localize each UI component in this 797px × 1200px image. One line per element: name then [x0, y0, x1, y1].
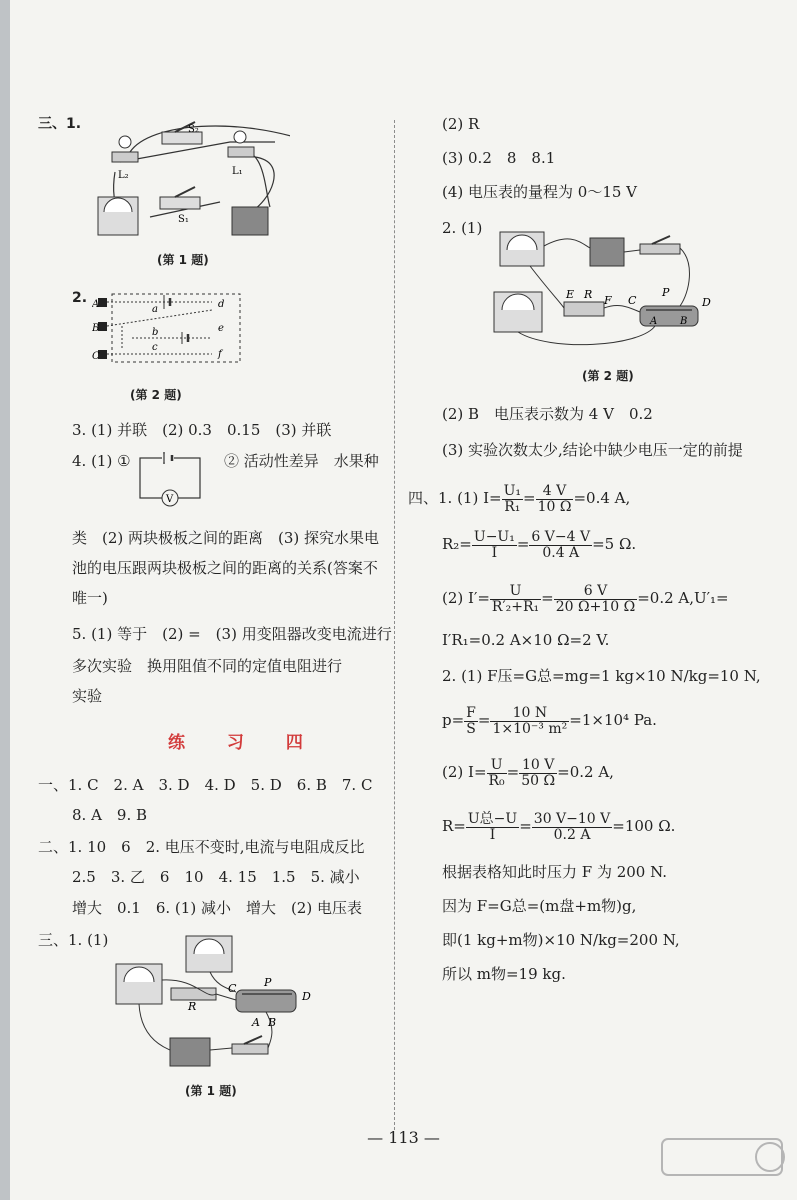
- label-l2: L₂: [118, 170, 129, 181]
- fraction-2-den: 10 Ω: [537, 498, 572, 515]
- question-4-line3: 池的电压跟两块极板之间的距离的关系(答案不: [72, 559, 378, 577]
- equation-7: (2) I= $\frac{U}{\text{R₀}}$ = $\frac{10 V}{50 \Omega}$ =0.2 A,: [442, 756, 614, 789]
- right-line1: (2) R: [442, 115, 480, 133]
- label-B4: B: [680, 316, 688, 327]
- section3-label: 三、1.: [38, 116, 82, 132]
- voltmeter-label: V: [166, 494, 174, 505]
- label-B: B: [92, 323, 100, 334]
- right-line6: (3) 实验次数太少,结论中缺少电压一定的前提: [442, 441, 743, 459]
- label-F4: F: [604, 294, 612, 307]
- section2-line1: 二、1. 10 6 2. 电压不变时,电流与电阻成反比: [38, 838, 365, 856]
- right-line5: (2) B 电压表示数为 4 V 0.2: [442, 405, 653, 423]
- question-5-line1: 5. (1) 等于 (2) = (3) 用变阻器改变电流进行: [72, 625, 392, 643]
- label-D3: D: [302, 990, 311, 1003]
- fraction-1-den: R₁: [504, 498, 521, 515]
- fraction-11-den: I: [489, 826, 496, 843]
- fraction-9-den: R₀: [488, 772, 505, 789]
- question-4-line4: 唯一): [72, 589, 108, 607]
- figure-3-caption: (第 1 题): [185, 1084, 237, 1098]
- workbook-page: [10, 0, 797, 1200]
- equation-6-lhs: p=: [442, 711, 465, 729]
- section-title: 练 习 四: [168, 733, 321, 753]
- section3b-label: 三、1. (1): [38, 931, 109, 949]
- equation-3-result: =0.2 A,U′₁=: [637, 589, 729, 607]
- equation-7-lhs: (2) I=: [442, 763, 487, 781]
- label-R4: R: [584, 288, 593, 301]
- equation-3-lhs: (2) I′=: [442, 589, 490, 607]
- fraction-7-den: S: [466, 720, 476, 737]
- figure-2-caption: (第 2 题): [130, 388, 182, 402]
- fraction-8: [490, 706, 569, 737]
- label-a: a: [152, 304, 158, 315]
- fraction-9-num: U: [487, 758, 507, 774]
- page-number: — 113 —: [367, 1128, 440, 1147]
- label-A: A: [92, 299, 100, 310]
- fraction-10-den: 50 Ω: [521, 772, 556, 789]
- section2-line3: 增大 0.1 6. (1) 减小 增大 (2) 电压表: [72, 899, 362, 917]
- equation-2: R₂= $\frac{\text{U−U₁}}{I}$ = $\frac{6 V-4 V}{0.4 A}$ =5 Ω.: [442, 528, 637, 561]
- section1-line1: 一、1. C 2. A 3. D 4. D 5. D 6. B 7. C: [38, 776, 373, 794]
- label-e: e: [218, 323, 224, 334]
- label-C3: C: [228, 982, 237, 995]
- section4-label: 四、1. (1) I=: [408, 489, 502, 507]
- figure-1-caption: (第 1 题): [157, 253, 209, 267]
- fraction-3-den: I: [491, 544, 498, 561]
- label-C: C: [92, 351, 100, 362]
- right-line2: (3) 0.2 8 8.1: [442, 149, 556, 167]
- fraction-10-num: 10 V: [519, 758, 557, 774]
- question-5-line3: 实验: [72, 687, 103, 705]
- fraction-5: [490, 584, 541, 615]
- right-line4: 2. (1): [442, 219, 483, 237]
- equation-5: 2. (1) F压=G总=mg=1 kg×10 N/kg=10 N,: [442, 667, 761, 685]
- label-D4: D: [702, 296, 711, 309]
- label-B3: B: [268, 1016, 277, 1029]
- fraction-12-num: 30 V−10 V: [533, 810, 611, 827]
- fraction-9: [487, 758, 507, 789]
- fraction-4-num: 6 V−4 V: [531, 528, 591, 545]
- equation-11: 即(1 kg+m物)×10 N/kg=200 N,: [442, 931, 680, 949]
- circuit-figure-1: [90, 112, 290, 247]
- fraction-7-num: F: [466, 704, 476, 721]
- fraction-6-den: 20 Ω+10 Ω: [555, 598, 636, 615]
- label-R3: R: [188, 1000, 197, 1013]
- fraction-6-num: 6 V: [554, 584, 637, 600]
- fraction-1: [502, 484, 523, 515]
- fraction-2-num: 4 V: [536, 484, 574, 500]
- fraction-11: [466, 812, 519, 843]
- equation-1-result: =0.4 A,: [573, 489, 631, 507]
- fraction-12: [532, 812, 612, 843]
- fraction-2: [536, 484, 574, 515]
- figure-4-caption: (第 2 题): [582, 369, 634, 383]
- label-d: d: [218, 299, 225, 310]
- fraction-8-den: 1×10⁻³ m²: [492, 720, 568, 737]
- right-line3: (4) 电压表的量程为 0～15 V: [442, 183, 638, 201]
- fraction-3-num: U−U₁: [473, 528, 515, 545]
- watermark-icon: [660, 1135, 797, 1195]
- question-4-line2: 类 (2) 两块极板之间的距离 (3) 探究水果电: [72, 529, 380, 547]
- circuit-figure-4: [490, 222, 730, 352]
- label-E4: E: [566, 288, 575, 301]
- circuit-figure-2: [92, 290, 252, 370]
- label-s1: S₁: [178, 214, 189, 225]
- equation-4: I′R₁=0.2 A×10 Ω=2 V.: [442, 631, 610, 649]
- label-A3: A: [252, 1016, 260, 1029]
- equation-9: 根据表格知此时压力 F 为 200 N.: [442, 863, 668, 881]
- question-5-line2: 多次实验 换用阻值不同的定值电阻进行: [72, 657, 343, 675]
- fraction-12-den: 0.2 A: [553, 826, 591, 843]
- label-P4: P: [662, 286, 670, 299]
- fraction-1-num: U₁: [503, 482, 522, 499]
- equation-1: 四、1. (1) I= $\frac{\text{U₁}}{\text{R₁}}$ = $\frac{4 V}{10 \Omega}$ =0.4 A,: [408, 482, 631, 515]
- fraction-11-num: U总−U: [467, 810, 518, 827]
- fraction-4: [529, 530, 592, 561]
- watermark-logo: [660, 1135, 797, 1195]
- label-A4: A: [650, 316, 658, 327]
- label-b: b: [152, 327, 159, 338]
- circuit-figure-3: [106, 930, 336, 1080]
- label-f: f: [218, 349, 222, 360]
- label-s2: S₂: [188, 124, 199, 135]
- equation-2-lhs: R₂=: [442, 535, 472, 553]
- fraction-5-num: U: [490, 584, 541, 600]
- equation-8-lhs: R=: [442, 817, 466, 835]
- fraction-3: [472, 530, 517, 561]
- fraction-4-den: 0.4 A: [542, 544, 580, 561]
- equation-6-result: =1×10⁴ Pa.: [569, 711, 657, 729]
- fraction-10: [519, 758, 557, 789]
- label-P3: P: [264, 976, 272, 989]
- question-2-label: 2.: [72, 290, 88, 306]
- fraction-6: [554, 584, 637, 615]
- label-c: c: [152, 342, 158, 353]
- equation-2-result: =5 Ω.: [592, 535, 637, 553]
- equation-8-result: =100 Ω.: [612, 817, 676, 835]
- equation-8: R= $\frac{\text{U总−U}}{I}$ = $\frac{30 V-10 V}{0.2 A}$ =100 Ω.: [442, 810, 676, 843]
- label-l1: L₁: [232, 166, 243, 177]
- fraction-7: [464, 706, 478, 737]
- section1-line2: 8. A 9. B: [72, 806, 148, 824]
- equation-3: (2) I′= $\frac{U}{\text{R′₂+R₁}}$ = $\frac{6 V}{20 \Omega+10 \Omega}$ =0.2 A,U′₁=: [442, 582, 729, 615]
- label-C4: C: [628, 294, 637, 307]
- voltmeter-circuit: [136, 452, 216, 512]
- fraction-8-num: 10 N: [490, 706, 569, 722]
- question-4-mid: ② 活动性差异 水果种: [224, 452, 379, 470]
- fraction-5-den: R′₂+R₁: [491, 598, 540, 615]
- question-3: 3. (1) 并联 (2) 0.3 0.15 (3) 并联: [72, 421, 332, 439]
- question-4-start: 4. (1) ①: [72, 452, 131, 470]
- equation-6: p= $\frac{F}{S}$ = $\frac{10 N}{\text{1×10⁻³ m²}}$ =1×10⁴ Pa.: [442, 704, 657, 737]
- equation-10: 因为 F=G总=(m盘+m物)g,: [442, 897, 637, 915]
- section2-line2: 2.5 3. 乙 6 10 4. 15 1.5 5. 减小: [72, 868, 360, 886]
- column-divider: [394, 120, 395, 1130]
- equation-7-result: =0.2 A,: [557, 763, 614, 781]
- equation-12: 所以 m物=19 kg.: [442, 965, 566, 983]
